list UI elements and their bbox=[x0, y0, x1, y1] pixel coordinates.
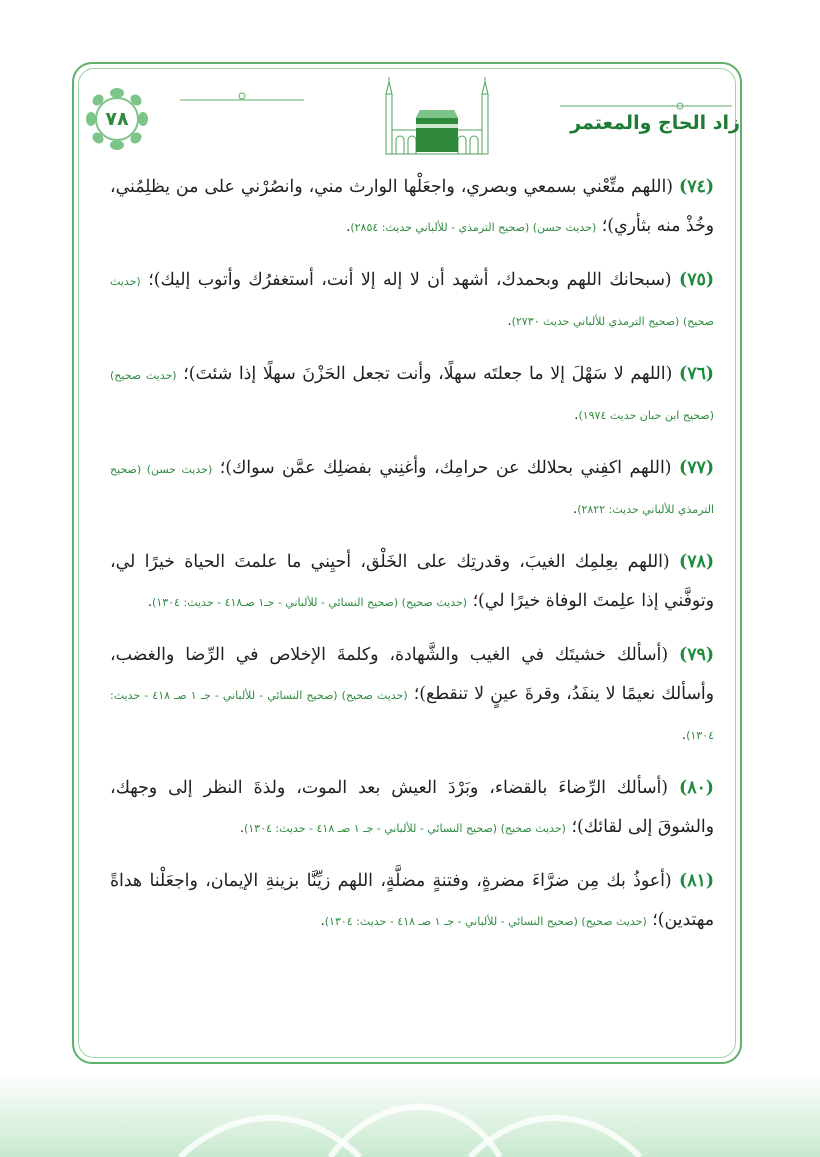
supplication-entry bbox=[110, 543, 714, 622]
content-body bbox=[110, 168, 714, 955]
entry-number: (٧٨) bbox=[679, 552, 714, 572]
entry-end: . bbox=[574, 408, 579, 423]
entry-text: (اللهم لا سَهْلَ إلا ما جعلتَه سهلًا، وأنت تجعل الحَزْنَ سهلًا إذا شئتَ)؛ bbox=[183, 364, 673, 384]
header-rule-right bbox=[560, 101, 732, 111]
supplication-entry bbox=[110, 261, 714, 341]
supplication-entry bbox=[110, 355, 714, 435]
supplication-entry bbox=[110, 636, 714, 755]
entry-number: (٧٦) bbox=[679, 364, 714, 384]
entry-end: . bbox=[239, 821, 244, 836]
entry-reference: (حديث صحيح) (صحيح الترمذي للألباني حديث ٢٧٣٠) bbox=[110, 275, 714, 328]
entry-number: (٧٩) bbox=[679, 645, 714, 665]
entry-reference: (حديث صحيح) (صحيح النسائي - للألباني - جـ ١ صـ ٤١٨ - حديث: ١٣٠٤) bbox=[243, 822, 566, 835]
entry-reference: (حديث حسن) (صحيح الترمذي للألباني حديث: ٢٨٢٢) bbox=[110, 463, 714, 516]
entry-reference: (حديث حسن) (صحيح الترمذي - للألباني حديث: ٢٨٥٤) bbox=[350, 221, 597, 234]
entry-text: (اللهم بعِلمِك الغيبَ، وقدرتِك على الخَلْق، أحيِني ما علمتَ الحياة خيرًا لي، وتوفَّني إذا علِمتَ الوفاة خيرًا لي)؛ bbox=[110, 552, 714, 611]
page-number: ٧٨ bbox=[105, 108, 129, 130]
entry-reference: (حديث صحيح) (صحيح النسائي - للألباني - جـ ١ صـ ٤١٨ - حديث: ١٣٠٤) bbox=[324, 915, 647, 928]
bottom-decoration bbox=[0, 1070, 820, 1157]
entry-text: (اللهم متِّعْني بسمعي وبصري، واجعَلْها الوارث مني، وانصُرْني على من يظلِمُني، وخُذْ منه بثأري)؛ bbox=[110, 177, 714, 236]
entry-end: . bbox=[346, 220, 351, 235]
entry-text: (سبحانك اللهم وبحمدك، أشهد أن لا إله إلا أنت، أستغفرُك وأتوب إليك)؛ bbox=[148, 270, 672, 290]
entry-end: . bbox=[320, 914, 325, 929]
header-rule-left bbox=[172, 90, 312, 146]
entry-text: (أسألك الرِّضاءَ بالقضاء، وبَرْدَ العيش بعد الموت، ولذةَ النظر إلى وجهك، والشوقَ إلى لقائك)؛ bbox=[110, 778, 714, 837]
entry-number: (٧٧) bbox=[679, 458, 714, 478]
entry-number: (٧٤) bbox=[679, 177, 714, 197]
entry-end: . bbox=[147, 595, 153, 610]
kaaba-mosque-icon bbox=[378, 74, 496, 158]
entry-reference: (حديث صحيح) (صحيح ابن حبان حديث ١٩٧٤) bbox=[110, 369, 714, 422]
supplication-entry bbox=[110, 862, 714, 941]
entry-number: (٨٠) bbox=[679, 778, 714, 798]
supplication-entry bbox=[110, 769, 714, 848]
supplication-entry bbox=[110, 449, 714, 529]
entry-reference: (حديث صحيح) (صحيح النسائي - للألباني - جـ١ صـ٤١٨ - حديث: ١٣٠٤) bbox=[152, 596, 468, 609]
entry-end: . bbox=[681, 728, 687, 743]
entry-text: (أعوذُ بك مِن ضرَّاءَ مضرةٍ، وفتنةٍ مضلَّةٍ، اللهم زيِّنَّا بزينةِ الإيمان، واجعَلْنا هداةً مهتدين)؛ bbox=[110, 871, 714, 930]
entry-end: . bbox=[507, 314, 512, 329]
book-title: زاد الحاج والمعتمر bbox=[570, 112, 740, 134]
entry-end: . bbox=[573, 502, 578, 517]
entry-text: (اللهم اكفِني بحلالك عن حرامِك، وأغنِني بفضلِك عمَّن سواك)؛ bbox=[219, 458, 672, 478]
entry-reference: (حديث صحيح) (صحيح النسائي - للألباني - جـ ١ صـ ٤١٨ - حديث: ١٣٠٤) bbox=[110, 689, 714, 742]
supplication-entry bbox=[110, 168, 714, 247]
entry-text: (أسألك خشيتَك في الغيب والشَّهادة، وكلمةَ الإخلاص في الرِّضا والغضب، وأسألك نعيمًا لا ينفَدُ، وقرةَ عينٍ لا تنقطع)؛ bbox=[110, 645, 714, 704]
entry-number: (٨١) bbox=[679, 871, 714, 891]
entry-number: (٧٥) bbox=[679, 270, 714, 290]
